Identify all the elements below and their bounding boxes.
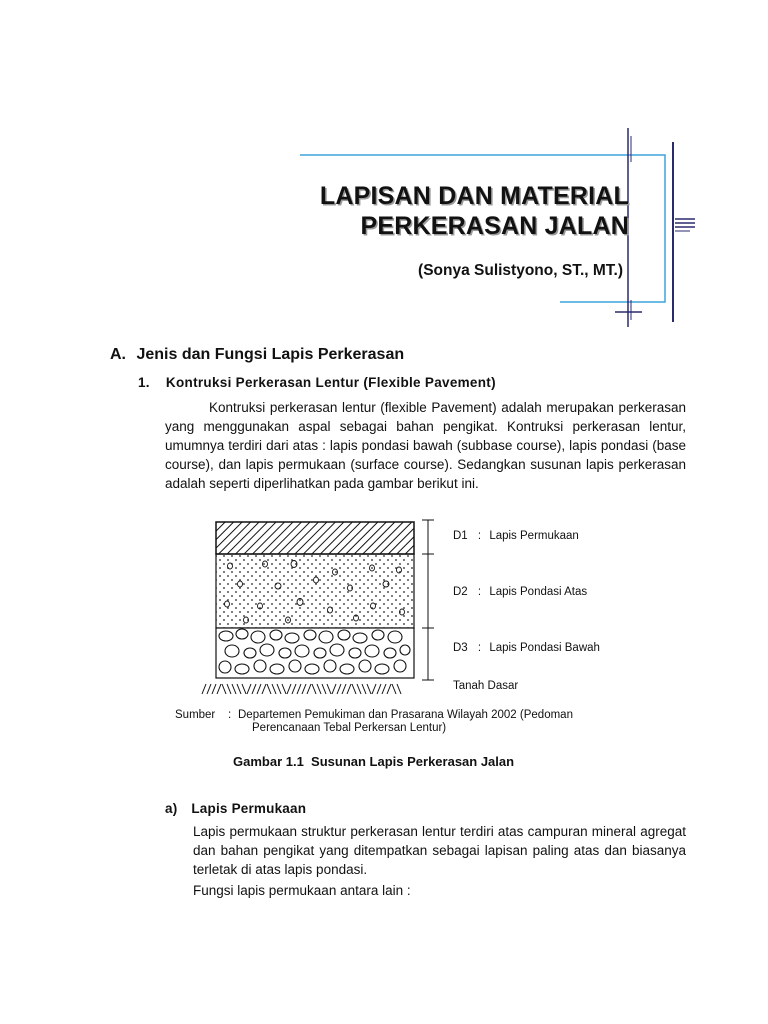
legend-d2: [453, 586, 587, 598]
legend-d1-code: D1: [453, 530, 468, 542]
section-a-title: Jenis dan Fungsi Lapis Perkerasan: [136, 346, 405, 363]
layer-d1-surface: [216, 522, 414, 554]
subsection-1-heading: [138, 375, 496, 390]
subsection-a-heading: [165, 801, 306, 816]
subsection-1-title: Kontruksi Perkerasan Lentur (Flexible Pavement): [165, 375, 496, 390]
legend-d1-label: Lapis Permukaan: [489, 530, 579, 542]
legend-d1-sep: :: [477, 530, 482, 542]
subsection-a-fungsi-line: Fungsi lapis permukaan antara lain :: [193, 883, 411, 898]
subsection-1-number: 1.: [138, 375, 150, 390]
thickness-dimension: [422, 520, 434, 680]
figure-caption: Gambar 1.1 Susunan Lapis Perkerasan Jalan: [233, 754, 515, 769]
subsection-1-paragraph-text: Kontruksi perkerasan lentur (flexible Pavement) adalah merupakan perkerasan yang menggunakan aspal sebagai bahan pengikat. Kontruksi perkerasan lentur, umumnya terdiri dari atas : lapis pondasi bawah (subbase course), lapis pondasi (base course), dan lapis permukaan (surface course). Sedangkan susunan lapis perkerasan adalah seperti diperlihatkan pada gambar berikut ini.: [165, 400, 686, 491]
legend-d3-label: Lapis Pondasi Bawah: [489, 642, 600, 654]
figure-source-label: Sumber: [175, 709, 216, 721]
author-name: (Sonya Sulistyono, ST., MT.): [418, 262, 623, 279]
figure-source-line-1: Departemen Pemukiman dan Prasarana Wilayah 2002 (Pedoman: [238, 709, 573, 721]
legend-d2-sep: :: [477, 586, 482, 598]
subsection-a-marker: a): [165, 801, 178, 816]
title-line-1: LAPISAN DAN MATERIAL: [319, 182, 629, 210]
subsection-a-paragraph: Lapis permukaan struktur perkerasan lentur terdiri atas campuran mineral agregat dan bahan pengikat yang ditempatkan sebagai lapisan paling atas dan biasanya terletak di atas lapis pondasi.: [193, 824, 686, 877]
pavement-layers-figure: [190, 514, 450, 696]
legend-d3: [453, 642, 600, 654]
section-a-marker: A.: [110, 346, 126, 363]
page-title: [250, 181, 629, 241]
figure-source-sep: :: [228, 709, 232, 721]
subsection-a-title: Lapis Permukaan: [191, 801, 307, 816]
figure-source-text: [238, 709, 573, 735]
subgrade-hatch: [202, 684, 401, 694]
legend-subgrade: Tanah Dasar: [453, 680, 519, 692]
legend-d2-code: D2: [453, 586, 468, 598]
section-a-heading: [110, 346, 404, 364]
subsection-1-paragraph: [165, 398, 686, 493]
figure-source-line-2: Perencanaan Tebal Perkersan Lentur): [252, 722, 447, 734]
legend-d1: [453, 530, 579, 542]
legend-d2-label: Lapis Pondasi Atas: [489, 586, 588, 598]
legend-d3-code: D3: [453, 642, 468, 654]
legend-d3-sep: :: [477, 642, 482, 654]
title-line-2: PERKERASAN JALAN: [360, 212, 629, 240]
